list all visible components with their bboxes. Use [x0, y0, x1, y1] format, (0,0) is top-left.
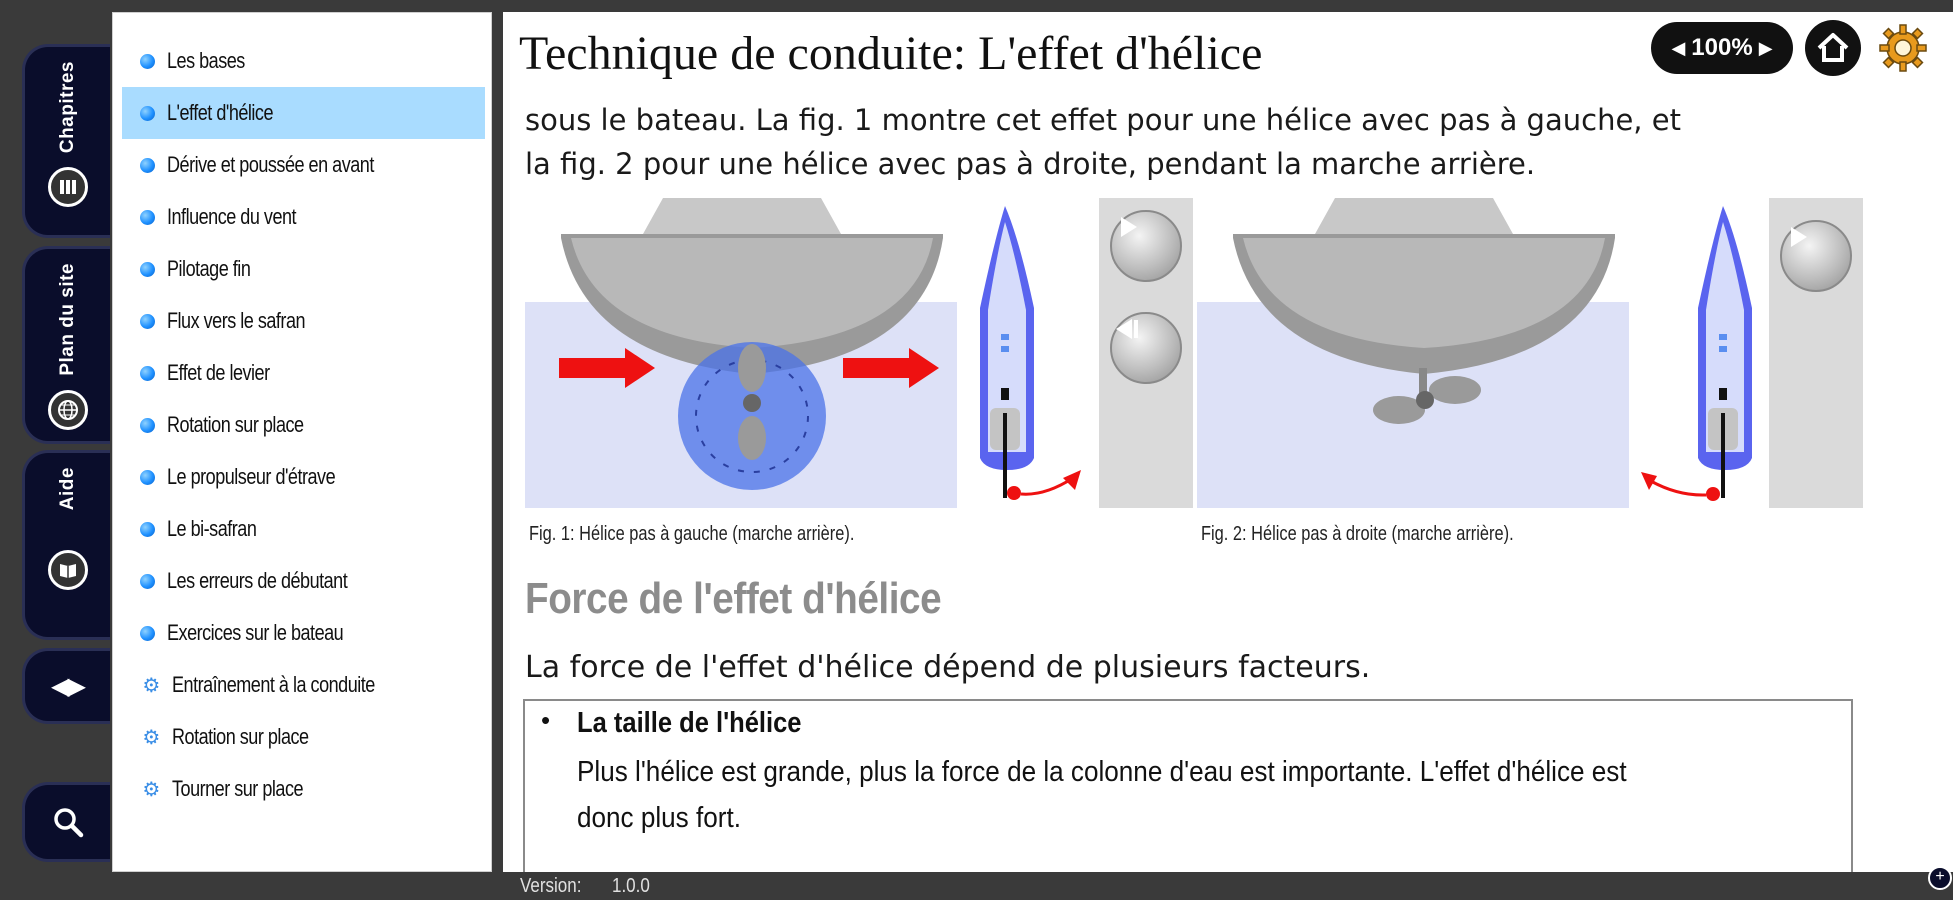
- figure-2: [1197, 198, 1863, 545]
- figure-2-play-button[interactable]: [1780, 220, 1852, 292]
- home-button[interactable]: [1805, 20, 1861, 76]
- zoom-level: 100%: [1691, 34, 1753, 61]
- tab-chapitres-label: Chapitres: [56, 61, 78, 154]
- chapter-item-label: Le bi-safran: [167, 516, 257, 541]
- chapter-item-label: Tourner sur place: [172, 776, 304, 801]
- books-icon: [48, 167, 88, 207]
- chapter-list: [113, 13, 491, 815]
- bullet-dot-icon: [140, 522, 155, 537]
- chapter-item[interactable]: [122, 503, 485, 555]
- play-icon: [1112, 212, 1142, 242]
- chapter-item[interactable]: [122, 711, 485, 763]
- body-paragraph-line-1: sous le bateau. La fig. 1 montre cet effet pour une hélice avec pas à gauche, et: [525, 103, 1681, 137]
- chapter-item-label: Dérive et poussée en avant: [167, 152, 374, 177]
- figure-2-controls: [1769, 198, 1863, 508]
- toggle-panel-button[interactable]: [22, 648, 110, 724]
- bullet-dot-icon: [140, 314, 155, 329]
- version-footer: [520, 872, 657, 900]
- factor-description-line-1: Plus l'hélice est grande, plus la force de la colonne d'eau est importante. L'effet d'hélice est: [577, 756, 1627, 788]
- chapter-item[interactable]: [122, 555, 485, 607]
- search-button[interactable]: [22, 782, 110, 862]
- chapter-item[interactable]: [122, 607, 485, 659]
- chapter-item-label: Les bases: [167, 48, 245, 73]
- side-tab-rail: [0, 0, 112, 900]
- bullet-icon: •: [541, 705, 551, 735]
- factor-description: [577, 749, 1947, 841]
- bullet-dot-icon: [140, 262, 155, 277]
- book-icon: [48, 550, 88, 590]
- chapter-list-panel: [112, 12, 492, 872]
- chapter-item-label: Rotation sur place: [167, 412, 304, 437]
- home-icon: [1814, 29, 1852, 67]
- version-label: Version:: [520, 874, 582, 897]
- chapter-item[interactable]: [122, 399, 485, 451]
- chapter-item-label: Influence du vent: [167, 204, 297, 229]
- gear-icon: ⚙: [142, 726, 160, 749]
- figure-1-rewind-button[interactable]: [1110, 312, 1182, 384]
- chapter-item[interactable]: [122, 35, 485, 87]
- section-intro: La force de l'effet d'hélice dépend de plusieurs facteurs.: [525, 650, 1371, 685]
- figure-1-play-button[interactable]: [1110, 210, 1182, 282]
- bullet-dot-icon: [140, 626, 155, 641]
- figure-1-illustration: [525, 198, 1193, 518]
- factor-title: La taille de l'hélice: [577, 707, 802, 739]
- chapter-item-label: Entraînement à la conduite: [172, 672, 375, 697]
- factor-description-line-2: donc plus fort.: [577, 802, 741, 834]
- factor-box: [523, 699, 1853, 872]
- chapter-item[interactable]: [122, 191, 485, 243]
- bullet-dot-icon: [140, 210, 155, 225]
- zoom-in-arrow-icon[interactable]: ▶: [1758, 37, 1773, 58]
- chapter-item-label: Flux vers le safran: [167, 308, 306, 333]
- add-icon[interactable]: +: [1928, 866, 1952, 890]
- chapter-item-label: Les erreurs de débutant: [167, 568, 348, 593]
- tab-chapitres[interactable]: [22, 44, 110, 238]
- gear-icon: ⚙: [142, 778, 160, 801]
- chapter-item[interactable]: [122, 87, 485, 139]
- figure-2-caption: Fig. 2: Hélice pas à droite (marche arrière).: [1201, 523, 1514, 545]
- tab-plan-du-site[interactable]: [22, 246, 110, 444]
- chapter-item-label: L'effet d'hélice: [167, 100, 274, 125]
- chapter-item-label: Pilotage fin: [167, 256, 251, 281]
- chapter-item-label: Exercices sur le bateau: [167, 620, 344, 645]
- chapter-item[interactable]: [122, 139, 485, 191]
- version-value: 1.0.0: [612, 874, 651, 897]
- tab-plan-label: Plan du site: [56, 263, 78, 376]
- figure-2-illustration: [1197, 198, 1863, 518]
- tab-aide[interactable]: [22, 450, 110, 640]
- bullet-dot-icon: [140, 418, 155, 433]
- bullet-dot-icon: [140, 54, 155, 69]
- figure-1-caption: Fig. 1: Hélice pas à gauche (marche arrière).: [529, 523, 855, 545]
- body-paragraph: [525, 98, 1925, 186]
- chapter-item[interactable]: [122, 451, 485, 503]
- chapter-item-label: Effet de levier: [167, 360, 270, 385]
- bullet-dot-icon: [140, 366, 155, 381]
- chapter-item[interactable]: [122, 659, 485, 711]
- bullet-dot-icon: [140, 158, 155, 173]
- zoom-control[interactable]: [1651, 22, 1793, 74]
- page-title: Technique de conduite: L'effet d'hélice: [519, 27, 1263, 80]
- body-paragraph-line-2: la fig. 2 pour une hélice avec pas à droite, pendant la marche arrière.: [525, 147, 1536, 181]
- section-heading: Force de l'effet d'hélice: [525, 574, 942, 623]
- settings-button[interactable]: [1875, 20, 1931, 76]
- gear-icon: [1877, 22, 1929, 74]
- content-panel: [503, 12, 1953, 872]
- chapter-item[interactable]: [122, 295, 485, 347]
- bullet-dot-icon: [140, 470, 155, 485]
- tab-aide-label: Aide: [56, 467, 78, 511]
- play-icon: [1782, 222, 1812, 252]
- chapter-item[interactable]: [122, 243, 485, 295]
- figure-1-controls: [1099, 198, 1193, 508]
- chapter-item[interactable]: [122, 347, 485, 399]
- bullet-dot-icon: [140, 574, 155, 589]
- chapter-item-label: Le propulseur d'étrave: [167, 464, 336, 489]
- rewind-icon: [1112, 314, 1142, 344]
- bullet-dot-icon: [140, 106, 155, 121]
- globe-icon: [48, 390, 88, 430]
- chapter-item-label: Rotation sur place: [172, 724, 309, 749]
- left-right-arrows-icon: ◀▶: [51, 672, 84, 700]
- chapter-item[interactable]: [122, 763, 485, 815]
- figure-1: [525, 198, 1193, 545]
- gear-icon: ⚙: [142, 674, 160, 697]
- search-icon: [51, 805, 85, 839]
- zoom-out-arrow-icon[interactable]: ◀: [1671, 37, 1686, 58]
